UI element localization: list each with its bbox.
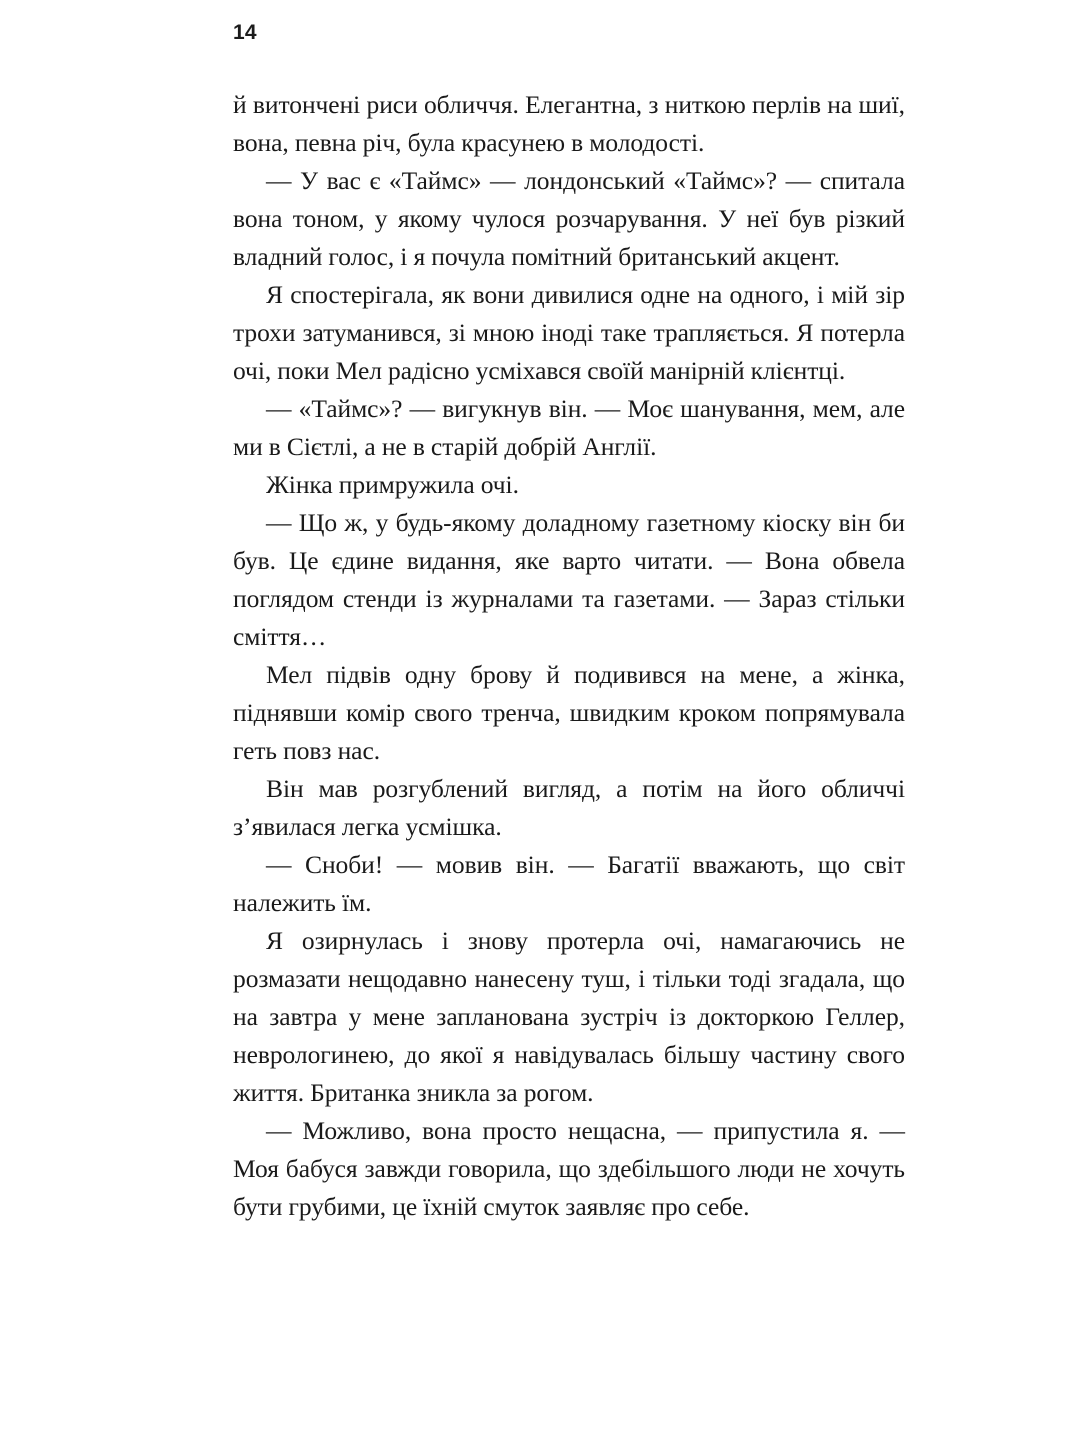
body-text-block bbox=[233, 86, 905, 1226]
paragraph: Жінка примружила очі. bbox=[266, 470, 519, 499]
paragraph: й витончені риси обличчя. Елегантна, з ниткою перлів на шиї, вона, певна річ, була красунею в молодості. bbox=[233, 90, 905, 157]
page-number: 14 bbox=[233, 21, 257, 44]
paragraph: Я озирнулась і знову протерла очі, намагаючись не розмазати нещодавно нанесену туш, і тільки тоді згадала, що на завтра у мене запланована зустріч із докторкою Геллер, неврологинею, до якої я навідувалась більшу частину свого життя. Британка зникла за рогом. bbox=[233, 926, 905, 1107]
paragraph: Він мав розгублений вигляд, а потім на його обличчі з’явилася легка усмішка. bbox=[233, 774, 905, 841]
paragraph: Я спостерігала, як вони дивилися одне на одного, і мій зір трохи затуманився, зі мною іноді таке трапляється. Я потерла очі, поки Мел радісно усміхався своїй манірній клієнтці. bbox=[233, 280, 905, 385]
paragraph: — Що ж, у будь-якому доладному газетному кіоску він би був. Це єдине видання, яке варто читати. — Вона обвела поглядом стенди із журналами та газетами. — Зараз стільки сміття… bbox=[233, 508, 905, 651]
paragraph: — У вас є «Таймс» — лондонський «Таймс»? — спитала вона тоном, у якому чулося розчарування. У неї був різкий владний голос, і я почула помітний британський акцент. bbox=[233, 166, 905, 271]
paragraph: Мел підвів одну брову й подивився на мене, а жінка, піднявши комір свого тренча, швидким кроком попрямувала геть повз нас. bbox=[233, 660, 905, 765]
paragraph: — Сноби! — мовив він. — Багатії вважають, що світ належить їм. bbox=[233, 850, 905, 917]
paragraph: — «Таймс»? — вигукнув він. — Моє шанування, мем, але ми в Сієтлі, а не в старій добрій Англії. bbox=[233, 394, 905, 461]
paragraph: — Можливо, вона просто нещасна, — припустила я. — Моя бабуся завжди говорила, що здебільшого люди не хочуть бути грубими, це їхній смуток заявляє про себе. bbox=[233, 1116, 905, 1221]
